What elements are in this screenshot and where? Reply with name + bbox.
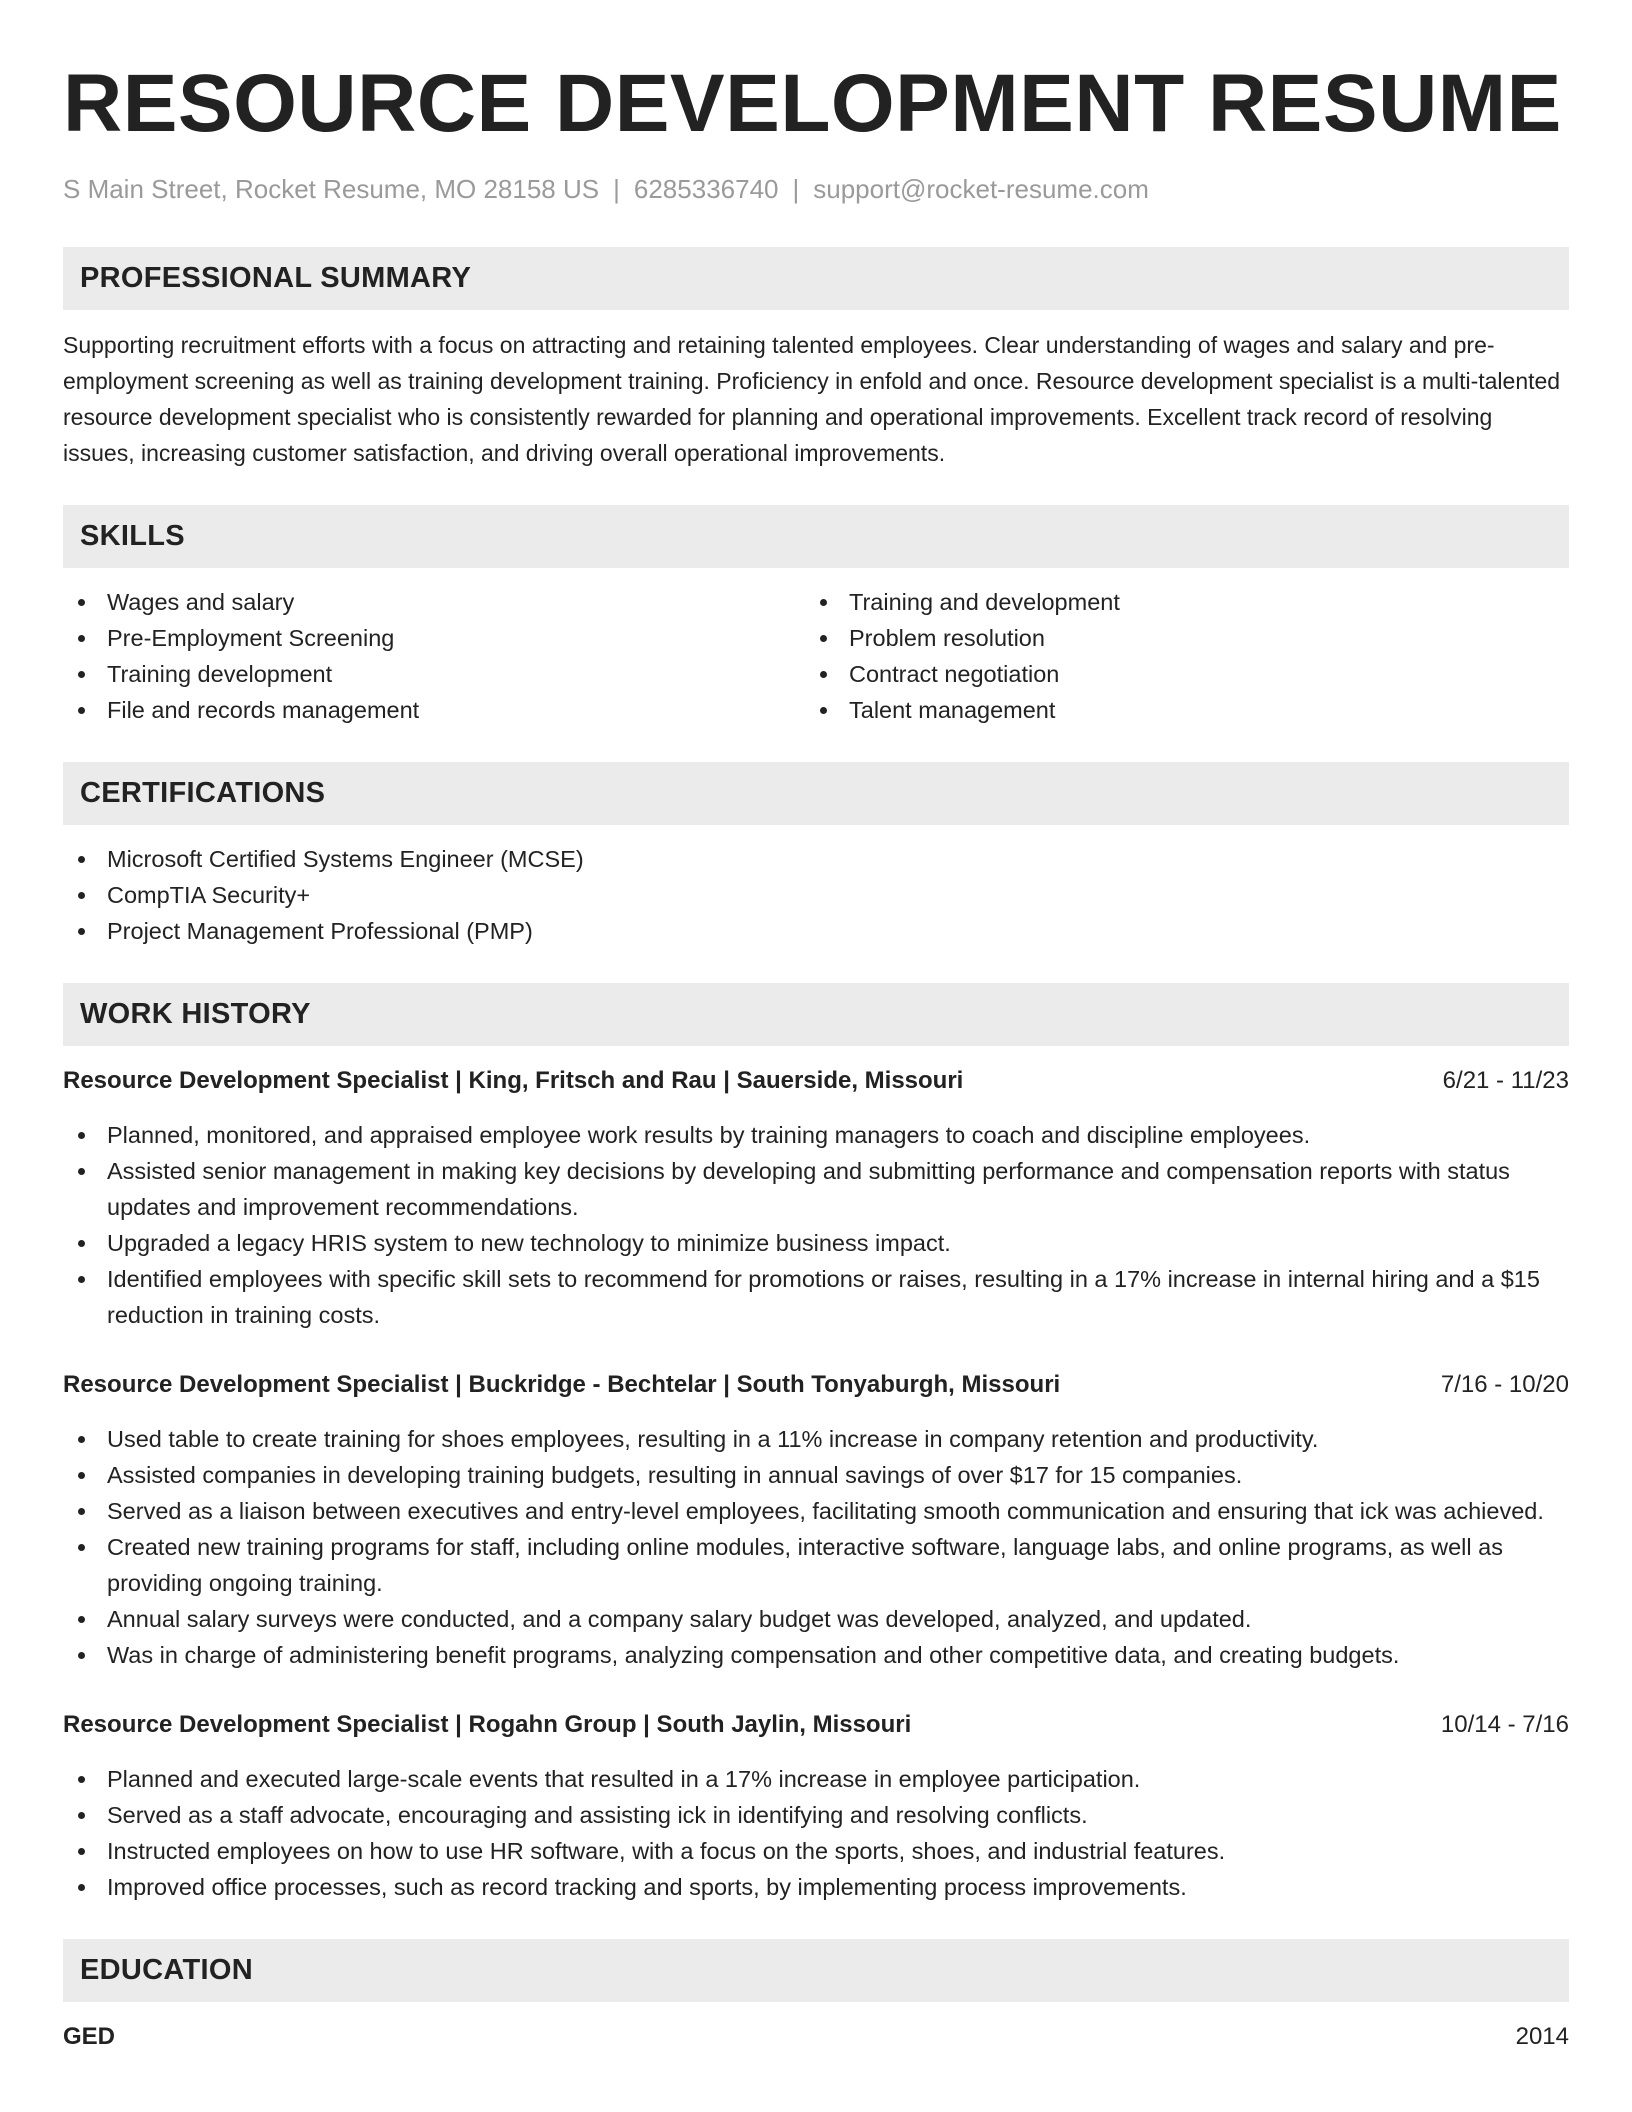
certifications-list: [63, 841, 1569, 949]
job-bullet: Planned and executed large-scale events that resulted in a 17% increase in employee participation.: [63, 1761, 1569, 1797]
job-bullets: [63, 1117, 1569, 1333]
contact-separator: |: [792, 174, 800, 204]
certification-item: Microsoft Certified Systems Engineer (MCSE): [63, 841, 1569, 877]
job-title: Resource Development Specialist | Buckridge - Bechtelar | South Tonyaburgh, Missouri: [63, 1371, 1061, 1398]
skill-item: Training and development: [805, 584, 1547, 620]
job-dates: 10/14 - 7/16: [1440, 1711, 1569, 1738]
education-degree: GED: [63, 2023, 116, 2050]
resume-title: RESOURCE DEVELOPMENT RESUME: [63, 58, 1562, 149]
education-year: 2014: [1515, 2023, 1569, 2050]
work-history-heading: WORK HISTORY: [63, 983, 1569, 1046]
job-bullet: Served as a staff advocate, encouraging and assisting ick in identifying and resolving conflicts.: [63, 1797, 1569, 1833]
job-bullet: Improved office processes, such as record tracking and sports, by implementing process improvements.: [63, 1869, 1569, 1905]
skill-item: Pre-Employment Screening: [63, 620, 805, 656]
contact-address: S Main Street, Rocket Resume, MO 28158 US: [63, 174, 600, 204]
skill-item: Contract negotiation: [805, 656, 1547, 692]
job-bullet: Instructed employees on how to use HR software, with a focus on the sports, shoes, and industrial features.: [63, 1833, 1569, 1869]
skills-heading: SKILLS: [63, 505, 1569, 568]
job-header: [63, 1707, 1569, 1743]
job-header: [63, 1063, 1569, 1099]
job-bullet: Identified employees with specific skill sets to recommend for promotions or raises, resulting in a 17% increase in internal hiring and a $15 reduction in training costs.: [63, 1261, 1569, 1333]
job-dates: 6/21 - 11/23: [1442, 1067, 1569, 1094]
certification-item: CompTIA Security+: [63, 877, 1569, 913]
education-entry: [63, 2019, 1569, 2055]
job-bullet: Assisted senior management in making key decisions by developing and submitting performance and compensation reports with status updates and improvement recommendations.: [63, 1153, 1569, 1225]
job-entry: [63, 1367, 1569, 1673]
skills-list-left: [63, 584, 805, 728]
skill-item: File and records management: [63, 692, 805, 728]
job-title: Resource Development Specialist | Rogahn Group | South Jaylin, Missouri: [63, 1711, 912, 1738]
job-bullet: Annual salary surveys were conducted, and a company salary budget was developed, analyzed, and updated.: [63, 1601, 1569, 1637]
job-bullet: Created new training programs for staff, including online modules, interactive software, language labs, and online programs, as well as providing ongoing training.: [63, 1529, 1569, 1601]
education-heading: EDUCATION: [63, 1939, 1569, 2002]
summary-section: [63, 247, 1569, 471]
job-bullet: Upgraded a legacy HRIS system to new technology to minimize business impact.: [63, 1225, 1569, 1261]
education-section: [63, 1939, 1569, 2055]
job-bullet: Assisted companies in developing training budgets, resulting in annual savings of over $17 for 15 companies.: [63, 1457, 1569, 1493]
contact-line: [63, 172, 1569, 206]
skill-item: Problem resolution: [805, 620, 1547, 656]
job-dates: 7/16 - 10/20: [1440, 1371, 1569, 1398]
job-bullets: [63, 1421, 1569, 1673]
certifications-section: [63, 762, 1569, 949]
job-bullet: Was in charge of administering benefit programs, analyzing compensation and other competitive data, and creating budgets.: [63, 1637, 1569, 1673]
job-bullet: Planned, monitored, and appraised employee work results by training managers to coach and discipline employees.: [63, 1117, 1569, 1153]
skills-list-right: [805, 584, 1547, 728]
contact-separator: |: [613, 174, 620, 204]
job-entry: [63, 1063, 1569, 1333]
certification-item: Project Management Professional (PMP): [63, 913, 1569, 949]
skill-item: Wages and salary: [63, 584, 805, 620]
contact-phone: 6285336740: [633, 174, 779, 204]
skills-section: [63, 505, 1569, 728]
job-bullets: [63, 1761, 1569, 1905]
job-bullet: Used table to create training for shoes employees, resulting in a 11% increase in company retention and productivity.: [63, 1421, 1569, 1457]
work-history-section: [63, 983, 1569, 1905]
job-title: Resource Development Specialist | King, Fritsch and Rau | Sauerside, Missouri: [63, 1067, 964, 1094]
skills-grid: [63, 584, 1569, 728]
skill-item: Training development: [63, 656, 805, 692]
contact-email: support@rocket-resume.com: [813, 174, 1149, 204]
job-header: [63, 1367, 1569, 1403]
skill-item: Talent management: [805, 692, 1547, 728]
summary-heading: PROFESSIONAL SUMMARY: [63, 247, 1569, 310]
certifications-heading: CERTIFICATIONS: [63, 762, 1569, 825]
job-bullet: Served as a liaison between executives and entry-level employees, facilitating smooth communication and ensuring that ick was achieved.: [63, 1493, 1569, 1529]
summary-text: Supporting recruitment efforts with a focus on attracting and retaining talented employees. Clear understanding of wages and salary and pre-employment screening as well as training development training. Proficiency in enfold and once. Resource development specialist is a multi-talented resource development specialist who is consistently rewarded for planning and operational improvements. Excellent track record of resolving issues, increasing customer satisfaction, and driving overall operational improvements.: [63, 332, 1561, 466]
job-entry: [63, 1707, 1569, 1905]
